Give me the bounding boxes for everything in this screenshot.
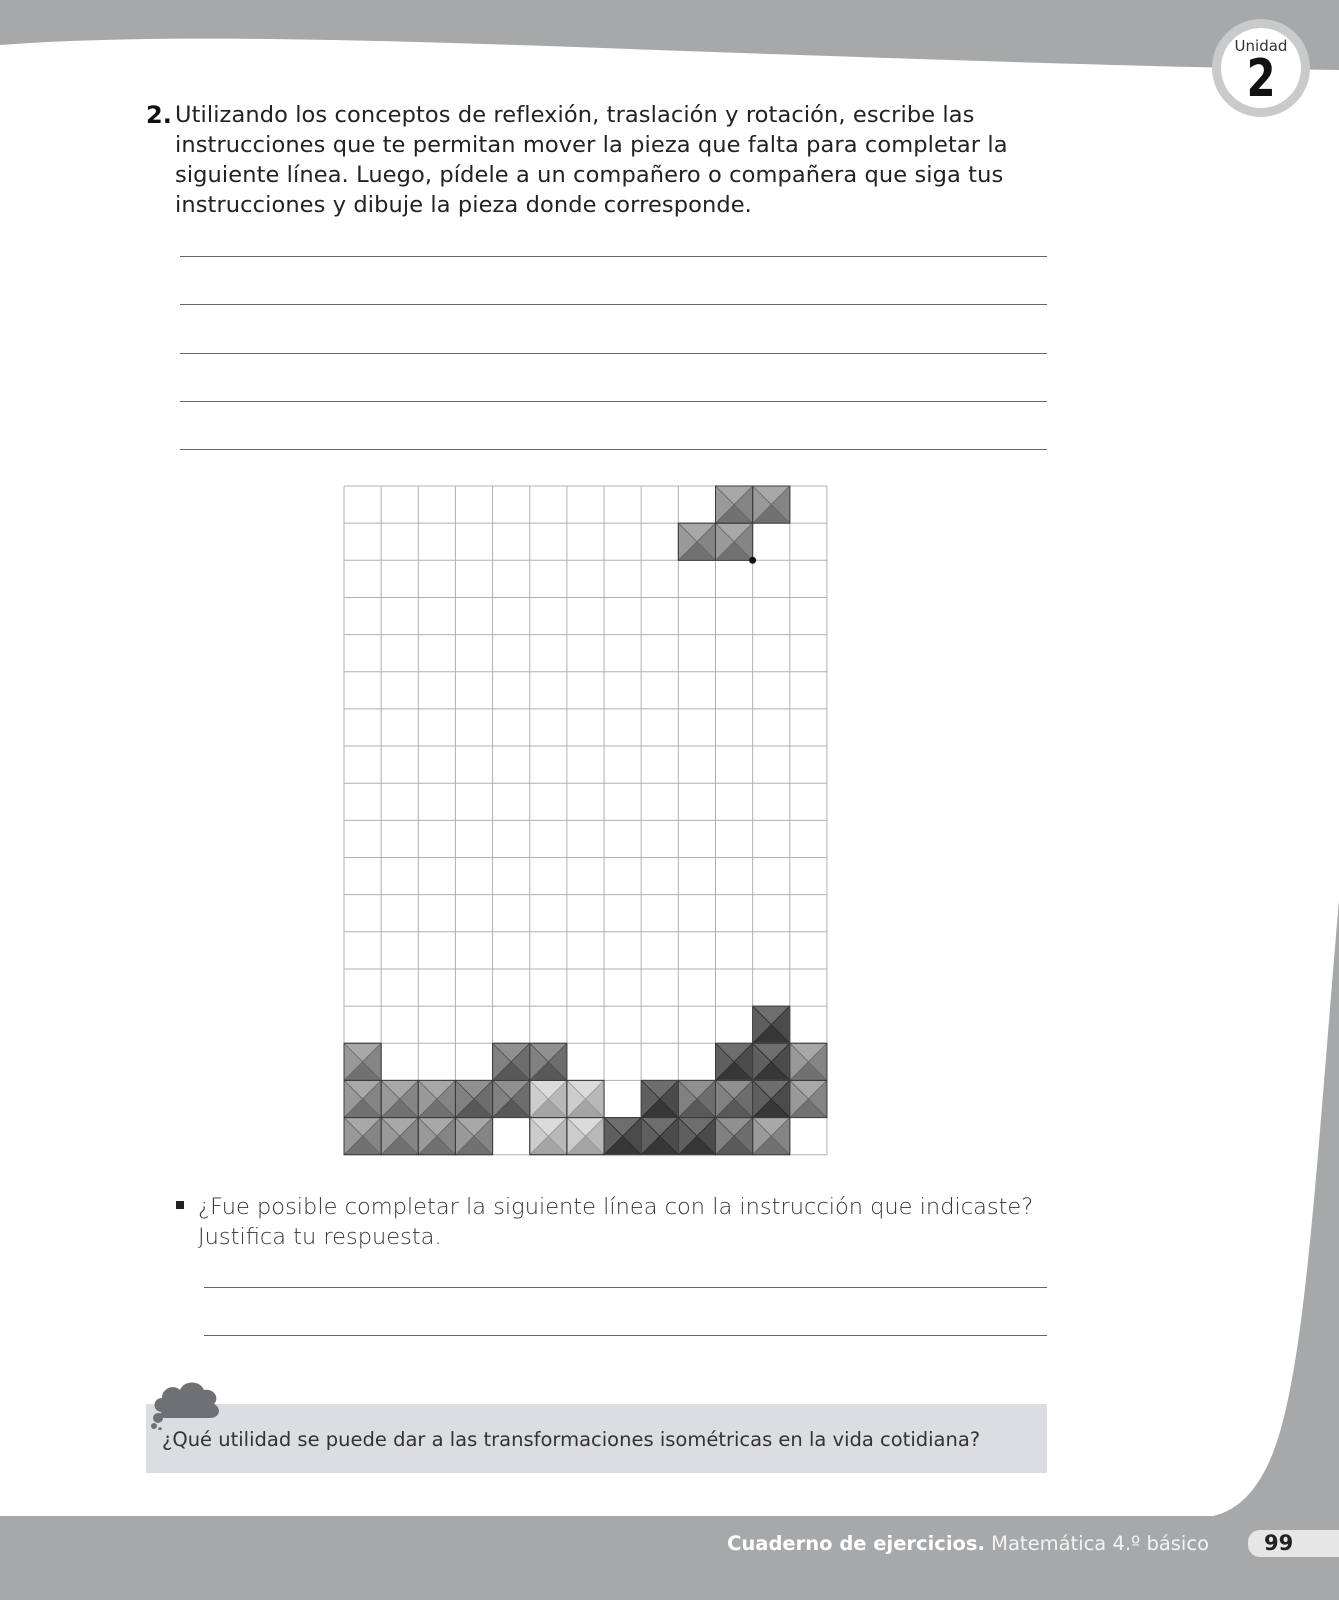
answer-line[interactable] <box>204 1335 1047 1336</box>
footer-text <box>727 1532 1209 1555</box>
unit-number: 2 <box>1246 49 1276 109</box>
page-number-tab <box>1248 1530 1339 1557</box>
reflection-box <box>146 1404 1047 1473</box>
reflection-question: ¿Qué utilidad se puede dar a las transformaciones isométricas en la vida cotidiana? <box>162 1428 981 1451</box>
thought-cloud-icon <box>148 1368 228 1430</box>
unit-label: Unidad <box>1234 37 1288 55</box>
book-title: Cuaderno de ejercicios <box>727 1532 978 1555</box>
answer-line[interactable] <box>180 401 1047 402</box>
footer-separator: . <box>977 1532 985 1555</box>
answer-line[interactable] <box>180 256 1047 257</box>
page-footer <box>0 1516 1339 1600</box>
page-number: 99 <box>1264 1531 1294 1555</box>
bullet-icon <box>176 1201 184 1209</box>
answer-line[interactable] <box>180 449 1047 450</box>
unit-badge <box>1212 19 1310 117</box>
exercise-number: 2. <box>146 101 172 129</box>
exercise-instructions: Utilizando los conceptos de reflexión, traslación y rotación, escribe las instrucciones que te permitan mover la pieza que falta para completar la siguiente línea. Luego, pídele a un compañero o compañera que siga tus instrucciones y dibuje la pieza donde corresponde. <box>175 102 1008 218</box>
answer-line[interactable] <box>180 353 1047 354</box>
question-text: ¿Fue posible completar la siguiente línea con la instrucción que indicaste? Justifica tu respuesta. <box>198 1194 1034 1250</box>
answer-line[interactable] <box>204 1287 1047 1288</box>
book-subtitle: Matemática 4.º básico <box>991 1532 1209 1555</box>
answer-line[interactable] <box>180 304 1047 305</box>
